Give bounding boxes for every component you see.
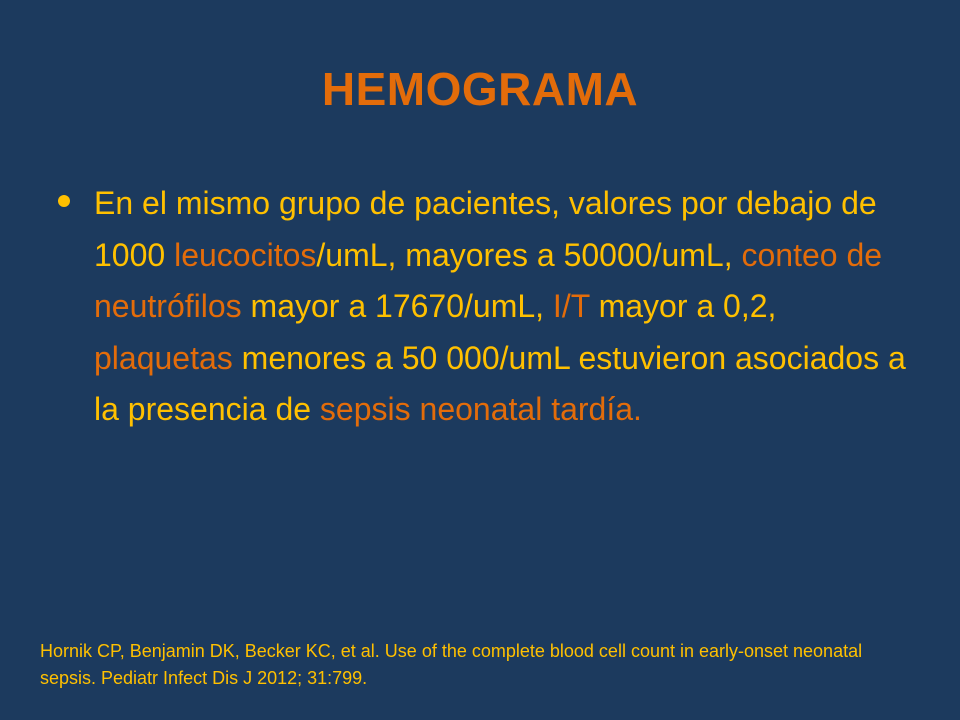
bullet-text — [94, 178, 918, 436]
highlight-neutrofilos: conteo de neutrófilos — [94, 236, 883, 324]
highlight-leucocitos: leucocitos — [174, 236, 317, 273]
bullet-text-segment: mayor a 17670/umL, — [241, 288, 553, 324]
bullet-text-segment: mayor a 0,2, — [589, 288, 777, 324]
slide-title: HEMOGRAMA — [321, 63, 639, 115]
bullet-text-segment: En el mismo grupo de pacientes, valores por debajo de 1000 — [94, 185, 877, 273]
bullet-text-segment: menores a 50 000/umL estuvieron asociados a la presencia de — [94, 339, 906, 427]
highlight-sepsis: sepsis neonatal tardía. — [319, 391, 642, 427]
bullet-item — [58, 178, 918, 436]
highlight-plaquetas: plaquetas — [94, 339, 233, 376]
highlight-it-ratio: I/T — [552, 288, 590, 324]
bullet-dot-icon — [58, 195, 70, 207]
citation: Hornik CP, Benjamin DK, Becker KC, et al. Use of the complete blood cell count in early-onset neonatal sepsis. Pediatr Infect Dis J 2012; 31:799. — [40, 641, 863, 688]
bullet-text-segment: /umL, mayores a 50000/umL, — [316, 236, 742, 273]
